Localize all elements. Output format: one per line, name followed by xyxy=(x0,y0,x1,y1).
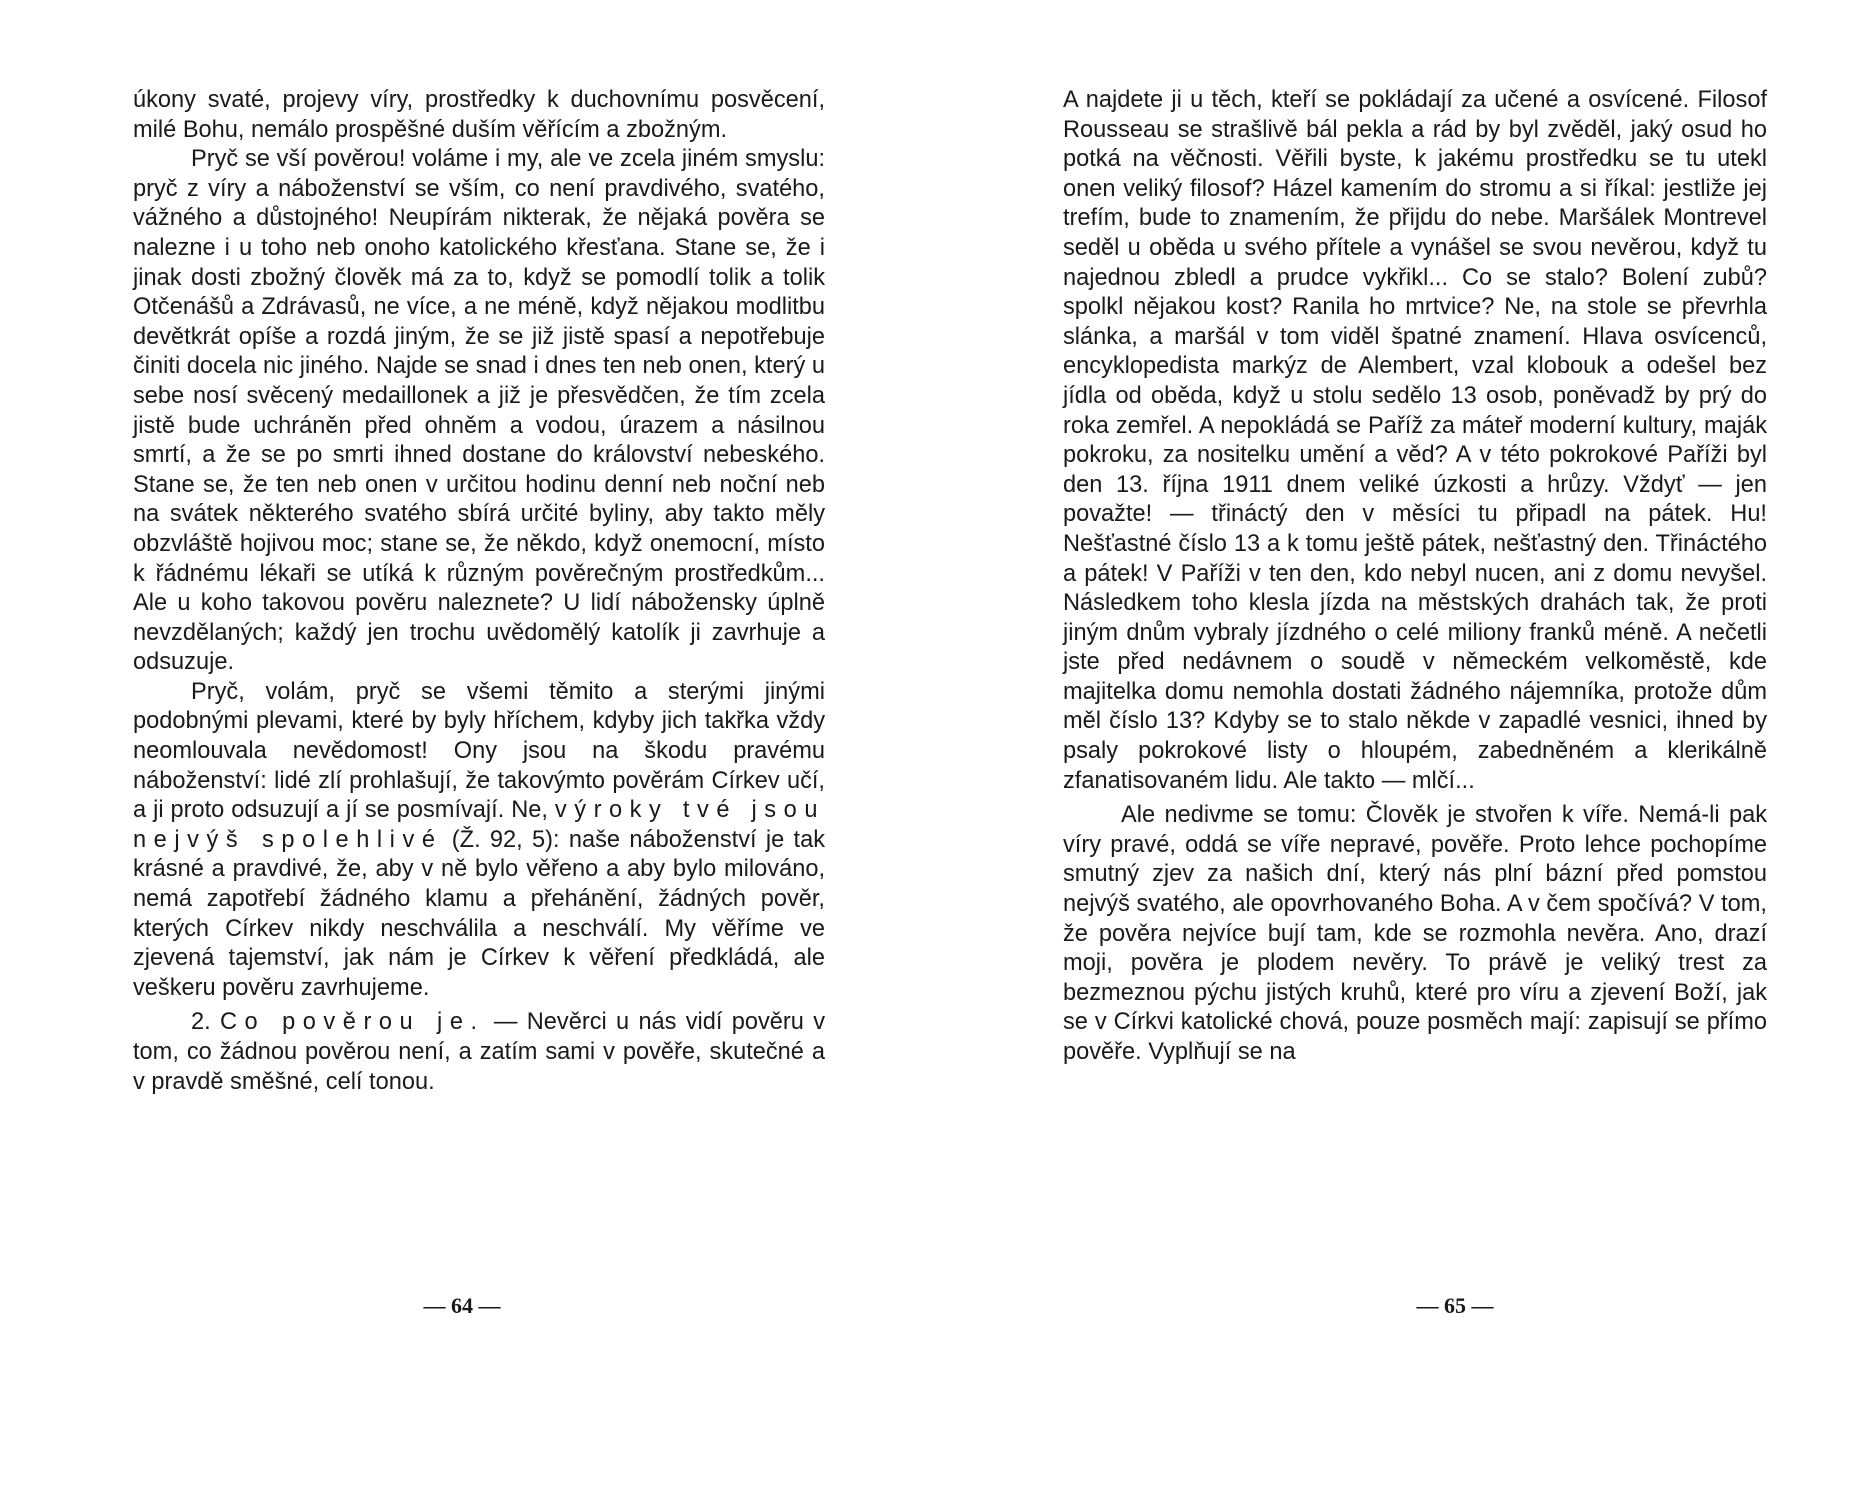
page-number: — 64 — xyxy=(423,1293,501,1318)
paragraph-text: — Nevěrci u nás vidí pověru v tom, co žádnou pověrou není, a zatím sami v pověře, skutečné a v pravdě směšné, celí tonou. xyxy=(133,1009,825,1095)
right-page xyxy=(935,0,1870,1500)
paragraph-text: Pryč, volám, pryč se všemi těmito a sterými jinými podobnými plevami, které by byly hříchem, kdyby jich takřka vždy neomlouvala nevědomost! Ony jsou na škodu pravému náboženství: lidé zlí prohlašují, že takovýmto pověrám Církev učí, a ji proto odsuzují a jí se posmívají. Ne, xyxy=(133,678,825,824)
page-number: — 65 — xyxy=(1416,1293,1494,1318)
left-text-column xyxy=(133,86,825,1097)
paragraph-text: (Ž. 92, 5): naše náboženství je tak krásné a pravdivé, že, aby v ně bylo věřeno a aby bylo milováno, nemá zapotřebí žádného klamu a přehánění, žádných pověr, kterých Církev nikdy neschválila a neschválí. My věříme ve zjevená tajemství, jak nám je Církev k věření předkládá, ale veškeru pověru zavrhujeme. xyxy=(133,826,825,1001)
paragraph: Pryč se vší pověrou! voláme i my, ale ve zcela jiném smyslu: pryč z víry a náboženství se vším, co není pravdivého, svatého, vážného a důstojného! Neupírám nikterak, že nějaká pověra se nalezne i u toho neb onoho katolického křesťana. Stane se, že i jinak dosti zbožný člověk má za to, když se pomodlí tolik a tolik Otčenášů a Zdrávasů, ne více, a ne méně, když nějakou modlitbu devětkrát opíše a rozdá jiným, že se již jistě spasí a nepotřebuje činiti docela nic jiného. Najde se snad i dnes ten neb onen, který u sebe nosí svěcený medaillonek a již je přesvědčen, že tím zcela jistě bude uchráněn před ohněm a vodou, úrazem a násilnou smrtí, a že se po smrti ihned dostane do království nebeského. Stane se, že ten neb onen v určitou hodinu denní neb noční neb na svátek některého svatého sbírá určité byliny, aby takto měly obzvláště hojivou moc; stane se, že někdo, když onemocní, místo k řádnému lékaři se utíká k různým pověrečným prostředkům... Ale u koho takovou pověru naleznete? U lidí nábožensky úplně nevzdělaných; každý jen trochu uvědomělý katolík ji zavrhuje a odsuzuje. xyxy=(133,146,825,676)
spaced-quotation: výroky tvé jsou nejvýš spolehlivé xyxy=(133,797,825,853)
section-paragraph xyxy=(133,1008,825,1097)
right-text-column xyxy=(1063,86,1767,1068)
paragraph: úkony svaté, projevy víry, prostředky k duchovnímu posvěcení, milé Bohu, nemálo prospěšné duším věřícím a zbožným. xyxy=(133,87,825,143)
paragraph xyxy=(133,678,825,1004)
paragraph: A najdete ji u těch, kteří se pokládají za učené a osvícené. Filosof Rousseau se strašlivě bál pekla a rád by byl zvěděl, jaký osud ho potká na věčnosti. Věřili byste, k jakému prostředku se tu utekl onen veliký filosof? Házel kamením do stromu a si říkal: jestliže jej trefím, bude to znamením, že přijdu do nebe. Maršálek Montrevel seděl u oběda u svého přítele a vynášel se svou nevěrou, když tu najednou zbledl a prudce vykřikl... Co se stalo? Bolení zubů? spolkl nějakou kost? Ranila ho mrtvice? Ne, na stole se převrhla slánka, a maršál v tom viděl špatné znamení. Hlava osvícenců, encyklopedista markýz de Alembert, vzal klobouk a odešel bez jídla od oběda, když u stolu sedělo 13 osob, poněvadž by prý do roka zemřel. A nepokládá se Paříž za máteř moderní kultury, maják pokroku, za nositelku umění a věd? A v této pokrokové Paříži byl den 13. října 1911 dnem veliké úzkosti a hrůzy. Vždyť — jen považte! — třináctý den v měsíci tu připadl na pátek. Hu! Nešťastné číslo 13 a k tomu ještě pátek, nešťastný den. Třináctého a pátek! V Paříži v ten den, kdo nebyl nucen, ani z domu nevyšel. Následkem toho klesla jízda na městských drahách tak, že proti jiným dnům vybraly jízdného o celé miliony franků méně. A nečetli jste před nedávnem o soudě v německém velkoměstě, kde majitelka domu nemohla dostati žádného nájemníka, protože dům měl číslo 13? Kdyby se to stalo někde v zapadlé vesnici, ihned by psaly pokrokové listy o hloupém, zabedněném a klerikálně zfanatisovaném lidu. Ale takto — mlčí... xyxy=(1063,87,1767,794)
section-heading: Co pověrou je. xyxy=(219,1009,485,1036)
section-number: 2. xyxy=(191,1009,220,1036)
paragraph: Ale nedivme se tomu: Člověk je stvořen k víře. Nemá-li pak víry pravé, oddá se víře nepravé, pověře. Proto lehce pochopíme smutný zjev za našich dní, který nás plní bázní před pomstou nejvýš svatého, ale opovrhovaného Boha. A v čem spočívá? V tom, že pověra nejvíce bují tam, kde se rozmohla nevěra. Ano, drazí moji, pověra je plodem nevěry. To právě je veliký trest za bezmeznou pýchu jistých kruhů, které pro víru a zjevení Boží, jak se v Církvi katolické chová, pouze posměch mají: zapisují se přímo pověře. Vyplňují se na xyxy=(1063,802,1767,1065)
